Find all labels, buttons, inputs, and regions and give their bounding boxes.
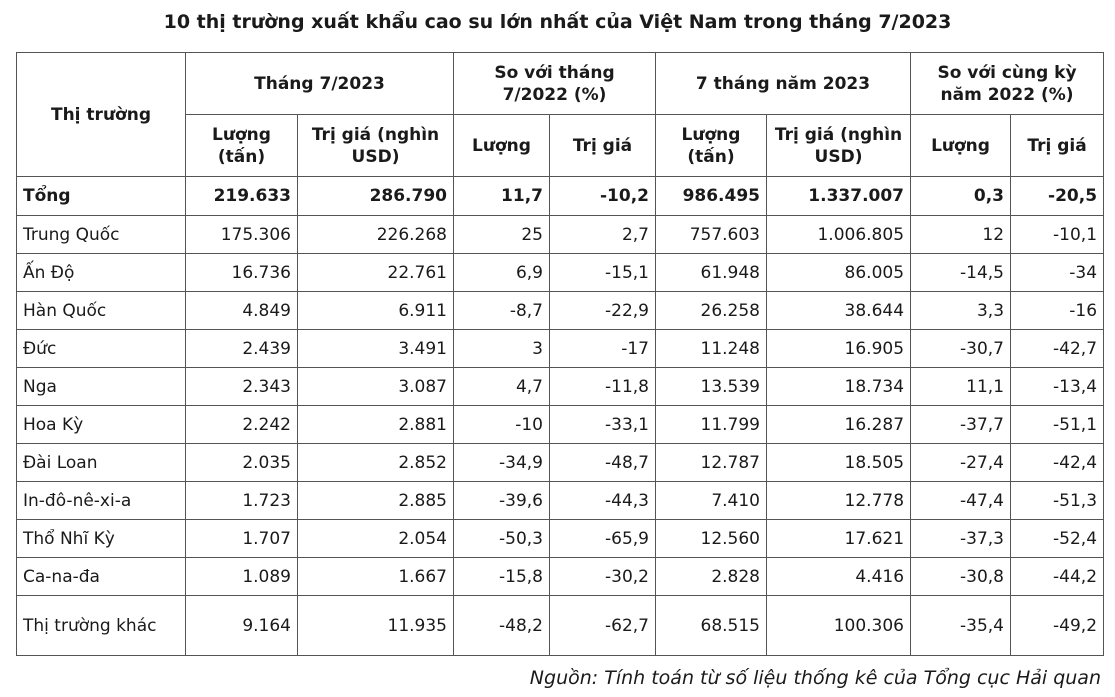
value-cell: -22,9 [550,292,656,330]
value-cell: 1.006.805 [767,216,911,254]
header-volume-tons: Lượng (tấn) [186,115,298,177]
table-row [17,216,1104,254]
value-cell: 219.633 [186,177,298,216]
market-name-cell: Thổ Nhĩ Kỳ [17,520,186,558]
value-cell: -50,3 [454,520,550,558]
value-cell: -34,9 [454,444,550,482]
value-cell: 13.539 [656,368,767,406]
value-cell: -42,7 [1011,330,1104,368]
table-row [17,444,1104,482]
header-volume-tons: Lượng (tấn) [656,115,767,177]
value-cell: 2.885 [298,482,454,520]
value-cell: 12.778 [767,482,911,520]
value-cell: 2.828 [656,558,767,596]
value-cell: -10,1 [1011,216,1104,254]
value-cell: 6,9 [454,254,550,292]
source-note: Nguồn: Tính toán từ số liệu thống kê của Tổng cục Hải quan [529,667,1101,689]
market-name-cell: Tổng [17,177,186,216]
market-name-cell: In-đô-nê-xi-a [17,482,186,520]
value-cell: -20,5 [1011,177,1104,216]
value-cell: -65,9 [550,520,656,558]
value-cell: 12 [911,216,1011,254]
value-cell: 286.790 [298,177,454,216]
value-cell: 11.799 [656,406,767,444]
value-cell: 2,7 [550,216,656,254]
value-cell: 68.515 [656,596,767,656]
value-cell: -10,2 [550,177,656,216]
value-cell: -15,1 [550,254,656,292]
value-cell: 16.287 [767,406,911,444]
value-cell: -37,7 [911,406,1011,444]
value-cell: 61.948 [656,254,767,292]
value-cell: -42,4 [1011,444,1104,482]
value-cell: 1.667 [298,558,454,596]
value-cell: 3.491 [298,330,454,368]
export-table [16,52,1104,656]
value-cell: 6.911 [298,292,454,330]
value-cell: -52,4 [1011,520,1104,558]
value-cell: 175.306 [186,216,298,254]
value-cell: 986.495 [656,177,767,216]
value-cell: -30,2 [550,558,656,596]
value-cell: -33,1 [550,406,656,444]
value-cell: -48,7 [550,444,656,482]
market-header: Thị trường [17,53,186,177]
value-cell: 3,3 [911,292,1011,330]
value-cell: -34 [1011,254,1104,292]
table-row [17,520,1104,558]
table-row [17,406,1104,444]
value-cell: -11,8 [550,368,656,406]
market-name-cell: Hoa Kỳ [17,406,186,444]
value-cell: -15,8 [454,558,550,596]
table-row [17,558,1104,596]
value-cell: 9.164 [186,596,298,656]
value-cell: 2.343 [186,368,298,406]
value-cell: -14,5 [911,254,1011,292]
value-cell: -37,3 [911,520,1011,558]
header-value: Trị giá [1011,115,1104,177]
value-cell: 18.505 [767,444,911,482]
header-row-groups [17,53,1104,115]
value-cell: -62,7 [550,596,656,656]
value-cell: 2.054 [298,520,454,558]
market-name-cell: Đức [17,330,186,368]
table-row [17,330,1104,368]
value-cell: 757.603 [656,216,767,254]
market-name-cell: Đài Loan [17,444,186,482]
header-7-months-2023: 7 tháng năm 2023 [656,53,911,115]
value-cell: 226.268 [298,216,454,254]
value-cell: 1.707 [186,520,298,558]
table-title: 10 thị trường xuất khẩu cao su lớn nhất của Việt Nam trong tháng 7/2023 [163,11,952,33]
value-cell: 11.248 [656,330,767,368]
value-cell: -51,1 [1011,406,1104,444]
value-cell: -48,2 [454,596,550,656]
value-cell: 25 [454,216,550,254]
value-cell: 16.736 [186,254,298,292]
value-cell: 3 [454,330,550,368]
total-row [17,177,1104,216]
value-cell: 86.005 [767,254,911,292]
value-cell: -44,2 [1011,558,1104,596]
value-cell: 11,7 [454,177,550,216]
value-cell: -35,4 [911,596,1011,656]
value-cell: 100.306 [767,596,911,656]
table-row [17,596,1104,656]
market-name-cell: Hàn Quốc [17,292,186,330]
value-cell: 4.849 [186,292,298,330]
value-cell: 12.787 [656,444,767,482]
value-cell: 2.242 [186,406,298,444]
market-name-cell: Thị trường khác [17,596,186,656]
header-vs-same-period-2022: So với cùng kỳ năm 2022 (%) [911,53,1104,115]
value-cell: 11,1 [911,368,1011,406]
market-name-cell: Trung Quốc [17,216,186,254]
value-cell: 38.644 [767,292,911,330]
table-row [17,292,1104,330]
value-cell: -27,4 [911,444,1011,482]
value-cell: -10 [454,406,550,444]
table-row [17,254,1104,292]
market-name-cell: Ca-na-đa [17,558,186,596]
market-name-cell: Nga [17,368,186,406]
value-cell: -51,3 [1011,482,1104,520]
value-cell: -8,7 [454,292,550,330]
value-cell: -13,4 [1011,368,1104,406]
header-value-kusd: Trị giá (nghìn USD) [298,115,454,177]
value-cell: 2.439 [186,330,298,368]
value-cell: 4.416 [767,558,911,596]
value-cell: 1.723 [186,482,298,520]
value-cell: 11.935 [298,596,454,656]
table-body [17,177,1104,656]
value-cell: 22.761 [298,254,454,292]
value-cell: 1.337.007 [767,177,911,216]
market-name-cell: Ấn Độ [17,254,186,292]
header-month-2023: Tháng 7/2023 [186,53,454,115]
value-cell: 12.560 [656,520,767,558]
header-value-kusd: Trị giá (nghìn USD) [767,115,911,177]
value-cell: 2.035 [186,444,298,482]
header-volume: Lượng [454,115,550,177]
value-cell: 2.881 [298,406,454,444]
value-cell: -49,2 [1011,596,1104,656]
value-cell: 17.621 [767,520,911,558]
table-row [17,482,1104,520]
header-vs-month-2022: So với tháng 7/2022 (%) [454,53,656,115]
header-value: Trị giá [550,115,656,177]
value-cell: -47,4 [911,482,1011,520]
value-cell: -30,8 [911,558,1011,596]
header-volume: Lượng [911,115,1011,177]
value-cell: 16.905 [767,330,911,368]
table-row [17,368,1104,406]
value-cell: 26.258 [656,292,767,330]
value-cell: 7.410 [656,482,767,520]
value-cell: 0,3 [911,177,1011,216]
value-cell: -17 [550,330,656,368]
value-cell: 3.087 [298,368,454,406]
value-cell: -44,3 [550,482,656,520]
value-cell: -16 [1011,292,1104,330]
value-cell: 4,7 [454,368,550,406]
value-cell: 18.734 [767,368,911,406]
value-cell: -30,7 [911,330,1011,368]
value-cell: 2.852 [298,444,454,482]
value-cell: 1.089 [186,558,298,596]
value-cell: -39,6 [454,482,550,520]
